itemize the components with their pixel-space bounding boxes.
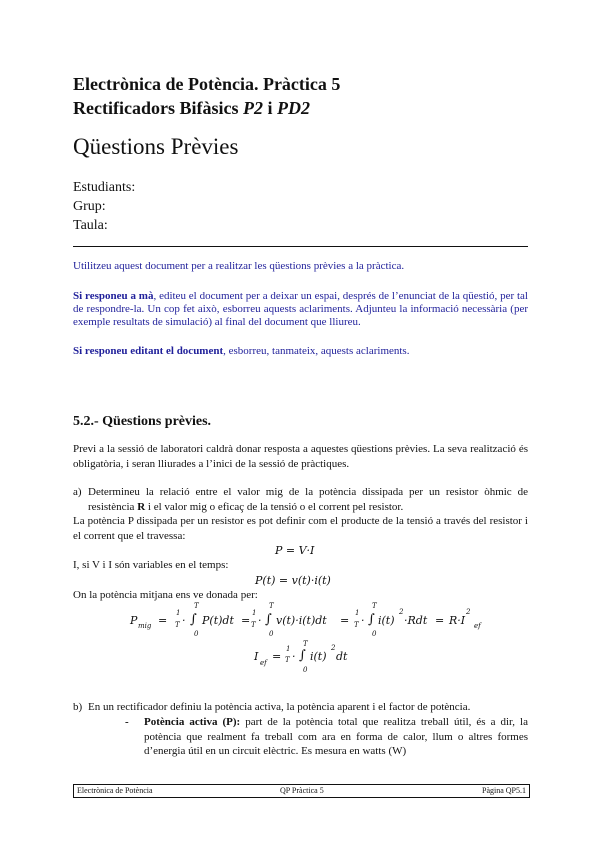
- instructions-p3: Si responeu editant el document, esborreu, tanmateix, aquests aclariments.: [73, 345, 410, 357]
- section-intro: Previ a la sessió de laboratori caldrà donar resposta a aquestes qüestions prèvies. La seva realització és obligatòria, i seran lliurades a l’inici de la sessió de pràctiques.: [73, 443, 528, 470]
- time-variable-text: I, si V i I són variables en el temps:: [73, 559, 229, 571]
- table-field: Taula:: [73, 218, 108, 233]
- instructions-p1: Utilitzeu aquest document per a realitzar les qüestions prèvies a la pràctica.: [73, 260, 405, 272]
- footer-right: Pàgina QP5.1: [482, 786, 526, 795]
- footer-left: Electrònica de Potència: [77, 786, 153, 795]
- equation-power: P = V·I: [275, 544, 315, 557]
- section-heading: 5.2.- Qüestions prèvies.: [73, 414, 212, 429]
- question-b-text: En un rectificador definiu la potència activa, la potència aparent i el factor de potència.: [88, 701, 471, 713]
- students-field: Estudiants:: [73, 180, 136, 195]
- question-a-text: Determineu la relació entre el valor mig de la potència dissipada per un resistor òhmic de resistència R i el valor mig o eficaç de la tensió o el corrent pel resistor.: [88, 486, 528, 513]
- active-power-bullet: Potència activa (P): part de la potència total que realitza treball útil, és a dir, la potència que realment fa treball com ara en forma de calor, llum o altres formes d’energia útil en un circuit elèctric. Es mesura en watts (W): [144, 716, 528, 757]
- page-subtitle: Qüestions Prèvies: [73, 134, 239, 159]
- equation-instant-power: P(t) = v(t)·i(t): [255, 574, 331, 587]
- question-b-label: b): [73, 701, 83, 713]
- doc-title-line2: Rectificadors Bifàsics P2 i PD2: [73, 98, 310, 118]
- bullet-dash: -: [125, 716, 129, 728]
- rms-current-formula: I ef = 1 T · T ∫ 0 i(t) 2 dt: [254, 640, 348, 674]
- question-a-label: a): [73, 486, 82, 498]
- average-power-text: On la potència mitjana ens ve donada per:: [73, 589, 258, 601]
- page-footer: [73, 784, 530, 798]
- group-field: Grup:: [73, 199, 106, 214]
- question-a-answer: La potència P dissipada per un resistor es pot definir com el producte de la tensió a través del resistor i el corrent que el travessa:: [73, 515, 528, 542]
- divider: [73, 246, 528, 247]
- footer-center: QP Pràctica 5: [280, 786, 324, 795]
- doc-title-line1: Electrònica de Potència. Pràctica 5: [73, 74, 341, 94]
- average-power-formula: P mig = 1 T · T ∫ 0 P(t)dt = 1 T · T ∫ 0 v(t)·i(t)dt = 1 T · T ∫ 0 i(t) 2 ·Rdt = R·I ef 2: [130, 602, 481, 638]
- instructions-p2: Si responeu a mà, editeu el document per a deixar un espai, després de l’enunciat de la qüestió, per tal de respondre-la. Un cop fet això, esborreu aquests aclariments. Adjunteu la informació necessària (per exemple resultats de simulació) al final del document que lliureu.: [73, 290, 528, 328]
